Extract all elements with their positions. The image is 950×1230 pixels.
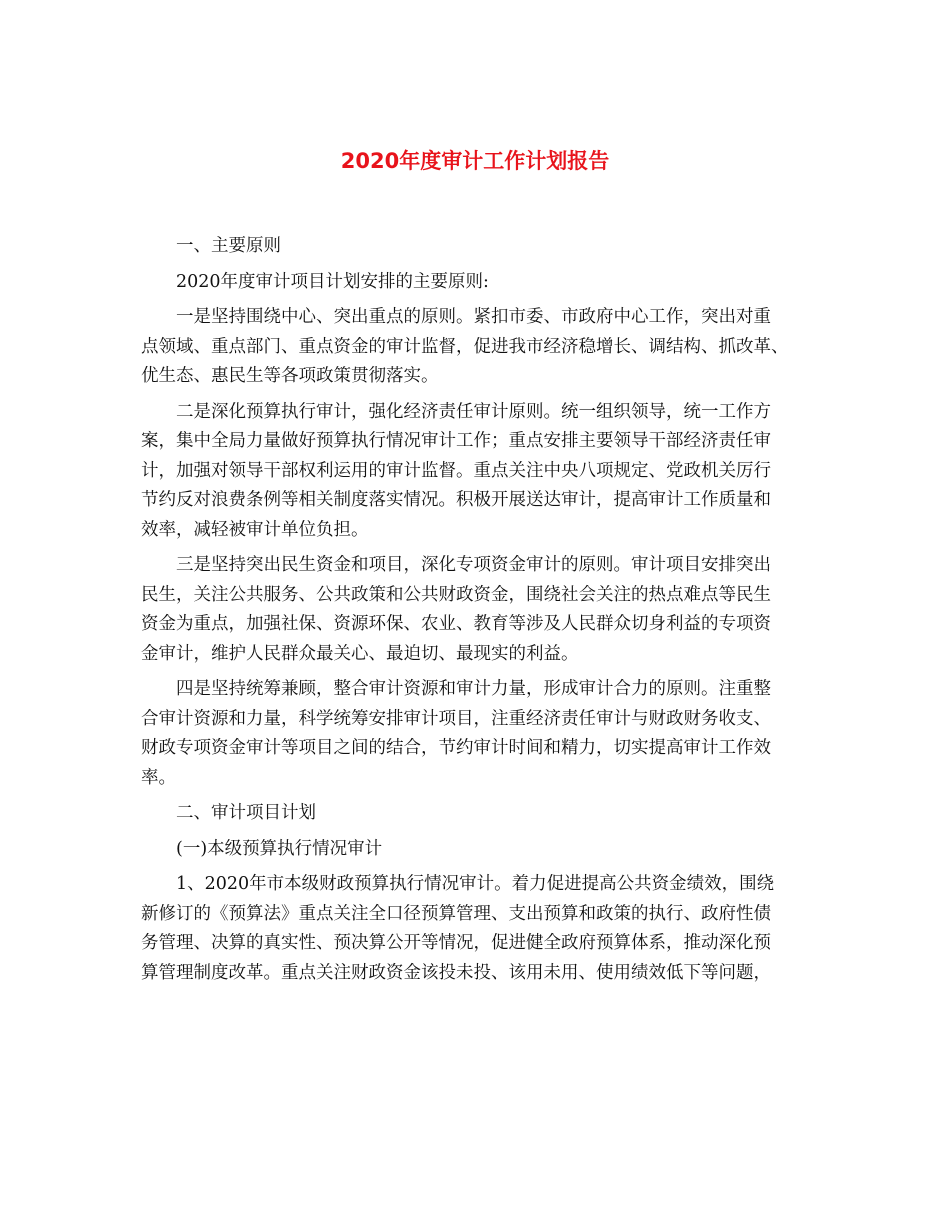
document-title: 2020年度审计工作计划报告 <box>340 149 610 173</box>
text-line: 新修订的《预算法》重点关注全口径预算管理、支出预算和政策的执行、政府性债 <box>141 903 771 924</box>
text-line: 效率，减轻被审计单位负担。 <box>141 519 369 540</box>
text-line: 四是坚持统筹兼顾，整合审计资源和审计力量，形成审计合力的原则。注重整 <box>176 679 771 699</box>
paragraph-principle-1 <box>141 303 813 392</box>
paragraph-principle-3 <box>141 551 813 669</box>
text-line: 一是坚持围绕中心、突出重点的原则。紧扣市委、市政府中心工作，突出对重 <box>176 307 771 327</box>
text-line: 资金为重点，加强社保、资源环保、农业、教育等涉及人民群众切身利益的专项资 <box>141 614 771 634</box>
text-line: 三是坚持突出民生资金和项目，深化专项资金审计的原则。审计项目安排突出 <box>176 555 771 575</box>
text-line: 合审计资源和力量，科学统筹安排审计项目，注重经济责任审计与财政财务收支、 <box>141 708 771 729</box>
text-line: 二是深化预算执行审计，强化经济责任审计原则。统一组织领导，统一工作方 <box>176 401 771 422</box>
heading-text: 一、主要原则 <box>176 236 281 256</box>
intro-text: 2020年度审计项目计划安排的主要原则: <box>176 271 489 292</box>
paragraph-principle-4 <box>141 675 813 793</box>
heading-text: (一)本级预算执行情况审计 <box>176 838 383 859</box>
text-line: 率。 <box>141 767 176 788</box>
text-line: 算管理制度改革。重点关注财政资金该投未投、该用未用、使用绩效低下等问题， <box>141 962 771 983</box>
text-line: 财政专项资金审计等项目之间的结合，节约审计时间和精力，切实提高审计工作效 <box>141 738 771 758</box>
text-line: 计，加强对领导干部权利运用的审计监督。重点关注中央八项规定、党政机关厉行 <box>141 460 771 481</box>
text-line: 案，集中全局力量做好预算执行情况审计工作；重点安排主要领导干部经济责任审 <box>141 431 771 451</box>
text-line: 金审计，维护人民群众最关心、最迫切、最现实的利益。 <box>141 643 579 664</box>
text-line: 民生，关注公共服务、公共政策和公共财政资金，围绕社会关注的热点难点等民生 <box>141 584 771 605</box>
text-line: 1、2020年市本级财政预算执行情况审计。着力促进提高公共资金绩效，围绕 <box>176 874 775 894</box>
section-heading-principles <box>141 232 813 262</box>
text-line: 节约反对浪费条例等相关制度落实情况。积极开展送达审计，提高审计工作质量和 <box>141 490 771 510</box>
paragraph-principle-2 <box>141 398 813 546</box>
heading-text: 二、审计项目计划 <box>176 803 316 823</box>
intro-line <box>141 268 813 298</box>
text-line: 务管理、决算的真实性、预决算公开等情况，促进健全政府预算体系，推动深化预 <box>141 933 771 953</box>
section-heading-audit-plan <box>141 799 813 829</box>
text-line: 优生态、惠民生等各项政策贯彻落实。 <box>141 366 439 386</box>
paragraph-budget-audit <box>141 870 813 988</box>
subsection-heading-budget <box>141 835 813 865</box>
document-body <box>141 232 813 988</box>
text-line: 点领域、重点部门、重点资金的审计监督，促进我市经济稳增长、调结构、抓改革、 <box>141 336 789 357</box>
